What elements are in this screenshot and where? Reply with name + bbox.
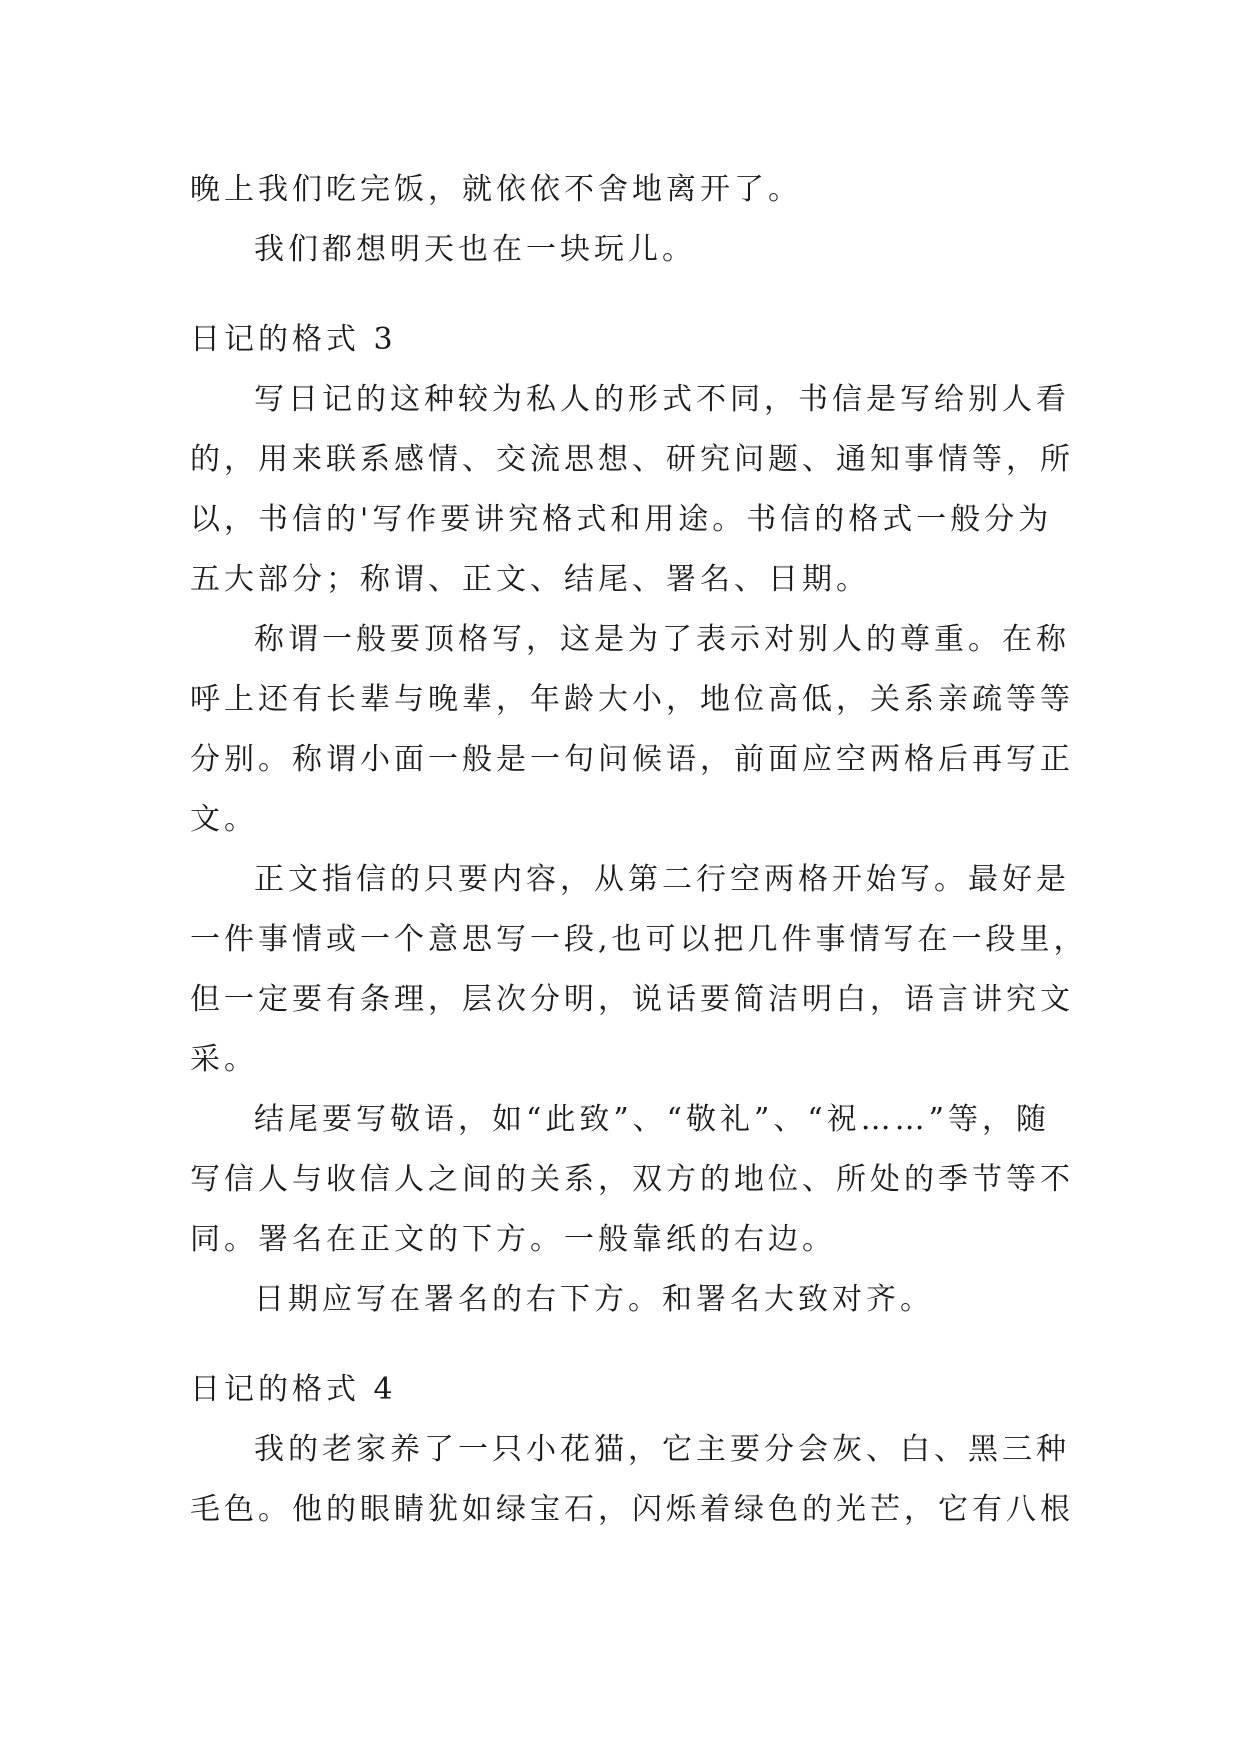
- section-3-paragraph-1: [190, 370, 1074, 610]
- section-3-paragraph-3: [190, 850, 1088, 1090]
- paragraph-line: 但一定要有条理，层次分明，说话要简洁明白，语言讲究文: [190, 982, 1074, 1017]
- paragraph-line: 毛色。他的眼睛犹如绿宝石，闪烁着绿色的光芒，它有八根: [190, 1492, 1074, 1527]
- intro-line-1: 晚上我们吃完饭，就依依不舍地离开了。: [190, 172, 802, 207]
- section-4-paragraph-1: [190, 1420, 1074, 1540]
- paragraph-line: 我的老家养了一只小花猫，它主要分会灰、白、黑三种: [254, 1432, 1070, 1467]
- paragraph-line: 以，书信的'写作要讲究格式和用途。书信的格式一般分为: [190, 502, 1053, 537]
- paragraph-line: 五大部分；称谓、正文、结尾、署名、日期。: [190, 562, 870, 597]
- paragraph-line: 写日记的这种较为私人的形式不同，书信是写给别人看: [254, 382, 1070, 417]
- intro-line-2: 我们都想明天也在一块玩儿。: [254, 232, 696, 267]
- paragraph-line: 称谓一般要顶格写，这是为了表示对别人的尊重。在称: [254, 622, 1070, 657]
- paragraph-line: 文。: [190, 802, 258, 837]
- paragraph-line: 呼上还有长辈与晚辈，年龄大小，地位高低，关系亲疏等等: [190, 682, 1074, 717]
- paragraph-line: 写信人与收信人之间的关系，双方的地位、所处的季节等不: [190, 1162, 1074, 1197]
- paragraph-line: 正文指信的只要内容，从第二行空两格开始写。最好是: [254, 862, 1070, 897]
- document-page: [190, 160, 1088, 1540]
- section-3-heading: 日记的格式 3: [190, 322, 397, 357]
- paragraph-line: 结尾要写敬语，如“此致”、“敬礼”、“祝……”等，随: [254, 1102, 1051, 1137]
- section-4-heading: 日记的格式 4: [190, 1372, 397, 1407]
- paragraph-line: 日期应写在署名的右下方。和署名大致对齐。: [254, 1282, 934, 1317]
- paragraph-line: 一件事情或一个意思写一段,也可以把几件事情写在一段里，: [190, 922, 1088, 957]
- section-3-paragraph-4: [190, 1090, 1074, 1270]
- paragraph-line: 的，用来联系感情、交流思想、研究问题、通知事情等，所: [190, 442, 1074, 477]
- paragraph-line: 同。署名在正文的下方。一般靠纸的右边。: [190, 1222, 836, 1257]
- paragraph-line: 分别。称谓小面一般是一句问候语，前面应空两格后再写正: [190, 742, 1074, 777]
- paragraph-line: 采。: [190, 1042, 258, 1077]
- section-3-paragraph-2: [190, 610, 1074, 850]
- section-3-paragraph-5: [190, 1270, 1050, 1330]
